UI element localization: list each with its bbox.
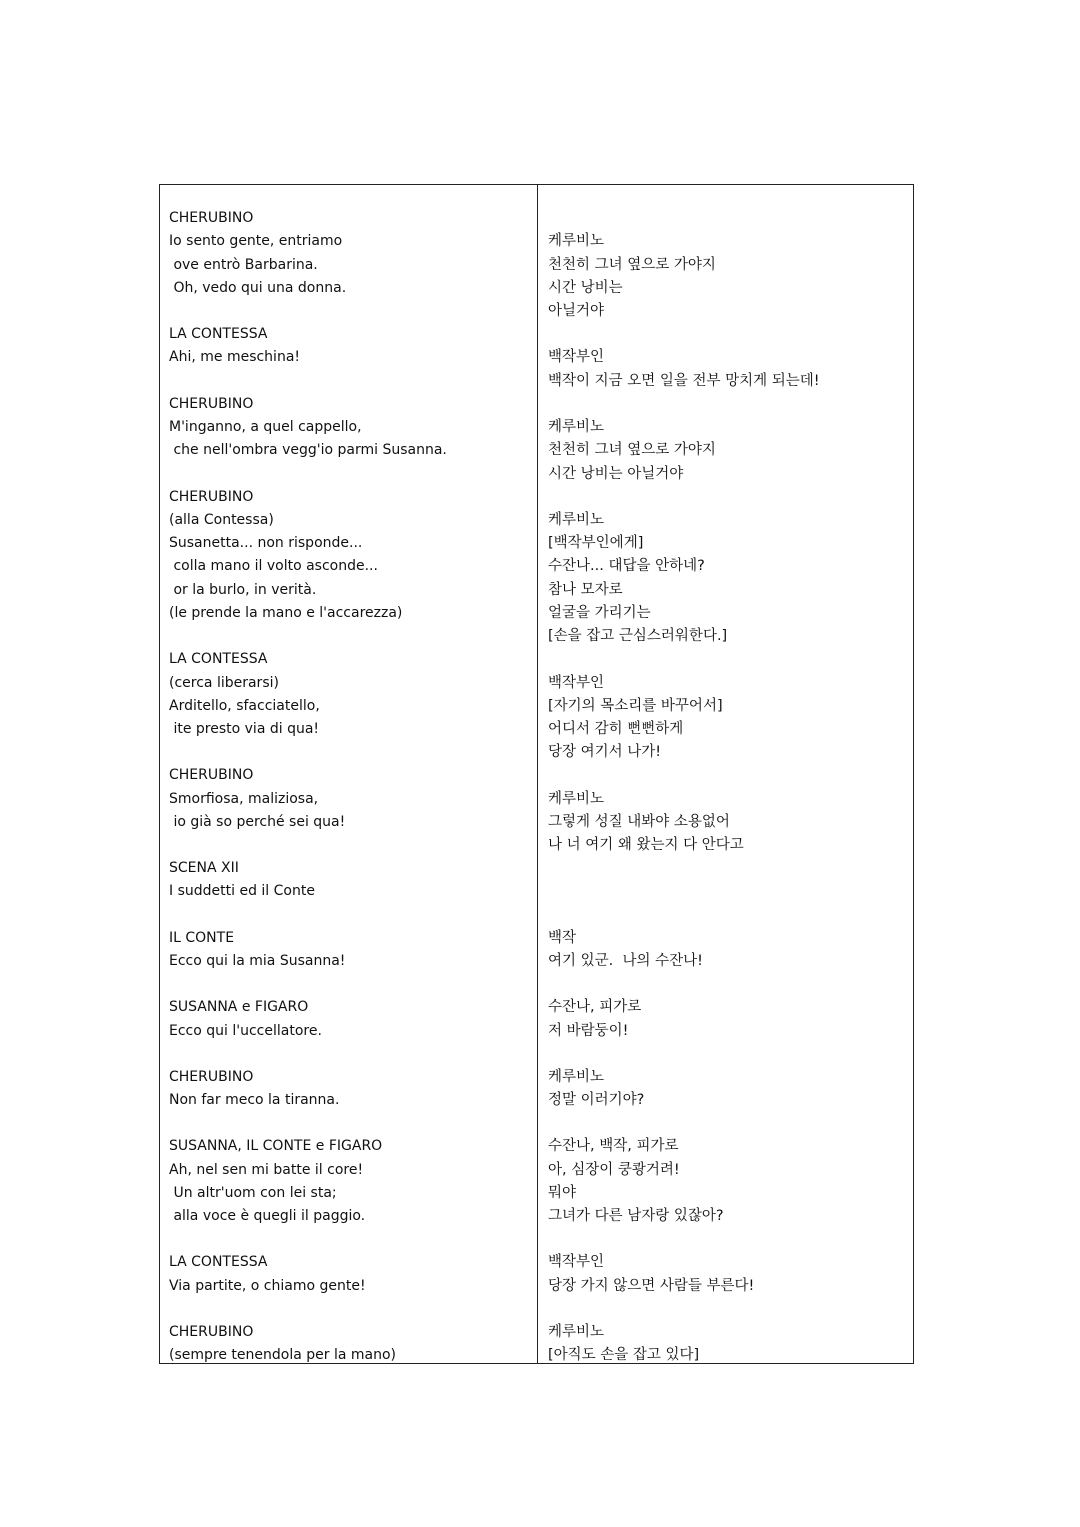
italian-line: alla voce è quegli il paggio. bbox=[169, 1208, 366, 1224]
korean-line: 여기 있군. 나의 수잔나! bbox=[548, 953, 703, 969]
italian-line: (sempre tenendola per la mano) bbox=[169, 1347, 396, 1363]
italian-line: SCENA XII bbox=[169, 860, 239, 876]
korean-line: 백작부인 bbox=[548, 1254, 605, 1270]
italian-line: CHERUBINO bbox=[169, 1324, 254, 1340]
italian-line: Via partite, o chiamo gente! bbox=[169, 1278, 366, 1294]
korean-line: 시간 낭비는 아닐거야 bbox=[548, 466, 684, 482]
italian-line: M'inganno, a quel cappello, bbox=[169, 419, 362, 435]
korean-line: 그녀가 다른 남자랑 있잖아? bbox=[548, 1208, 724, 1224]
korean-line: 천천히 그녀 옆으로 가야지 bbox=[548, 257, 716, 273]
italian-line: Arditello, sfacciatello, bbox=[169, 698, 320, 714]
italian-line: Ah, nel sen mi batte il core! bbox=[169, 1162, 364, 1178]
korean-line: [손을 잡고 근심스러워한다.] bbox=[548, 628, 728, 644]
korean-line: 천천히 그녀 옆으로 가야지 bbox=[548, 442, 716, 458]
italian-line: or la burlo, in verità. bbox=[169, 582, 317, 598]
italian-line: LA CONTESSA bbox=[169, 326, 268, 342]
italian-line: ite presto via di qua! bbox=[169, 721, 320, 737]
italian-line: LA CONTESSA bbox=[169, 651, 268, 667]
italian-line: IL CONTE bbox=[169, 930, 235, 946]
korean-line: 나 너 여기 왜 왔는지 다 안다고 bbox=[548, 837, 744, 853]
italian-line: LA CONTESSA bbox=[169, 1254, 268, 1270]
italian-line: CHERUBINO bbox=[169, 396, 254, 412]
italian-line: ove entrò Barbarina. bbox=[169, 257, 318, 273]
italian-line: Un altr'uom con lei sta; bbox=[169, 1185, 337, 1201]
korean-line: 백작 bbox=[548, 930, 577, 946]
italian-line: CHERUBINO bbox=[169, 767, 254, 783]
italian-line: CHERUBINO bbox=[169, 210, 254, 226]
korean-line: 케루비노 bbox=[548, 512, 605, 528]
korean-line: 백작부인 bbox=[548, 349, 605, 365]
korean-line: 당장 가지 않으면 사람들 부른다! bbox=[548, 1278, 755, 1294]
italian-line: che nell'ombra vegg'io parmi Susanna. bbox=[169, 442, 447, 458]
italian-line: SUSANNA e FIGARO bbox=[169, 999, 309, 1015]
korean-line: 케루비노 bbox=[548, 419, 605, 435]
korean-line: 정말 이러기야? bbox=[548, 1092, 645, 1108]
korean-line: 백작이 지금 오면 일을 전부 망치게 되는데! bbox=[548, 373, 820, 389]
italian-line: (cerca liberarsi) bbox=[169, 675, 279, 691]
italian-line: Susanetta... non risponde... bbox=[169, 535, 363, 551]
korean-line: 아, 심장이 쿵쾅거려! bbox=[548, 1162, 680, 1178]
italian-line: Io sento gente, entriamo bbox=[169, 233, 343, 249]
korean-line: 참나 모자로 bbox=[548, 582, 623, 598]
italian-line: SUSANNA, IL CONTE e FIGARO bbox=[169, 1138, 383, 1154]
korean-line: 수잔나, 피가로 bbox=[548, 999, 642, 1015]
italian-line: colla mano il volto asconde... bbox=[169, 558, 378, 574]
korean-line: 케루비노 bbox=[548, 233, 605, 249]
korean-line: 케루비노 bbox=[548, 1069, 605, 1085]
korean-line: 케루비노 bbox=[548, 1324, 605, 1340]
italian-line: I suddetti ed il Conte bbox=[169, 883, 315, 899]
italian-line: CHERUBINO bbox=[169, 1069, 254, 1085]
italian-line: io già so perché sei qua! bbox=[169, 814, 346, 830]
korean-line: 케루비노 bbox=[548, 791, 605, 807]
italian-line: Ecco qui la mia Susanna! bbox=[169, 953, 346, 969]
korean-line: 뭐야 bbox=[548, 1185, 577, 1201]
korean-line: 그렇게 성질 내봐야 소용없어 bbox=[548, 814, 730, 830]
korean-line: 어디서 감히 뻔뻔하게 bbox=[548, 721, 684, 737]
italian-line: (alla Contessa) bbox=[169, 512, 274, 528]
korean-line: 당장 여기서 나가! bbox=[548, 744, 662, 760]
korean-line: 수잔나, 백작, 피가로 bbox=[548, 1138, 679, 1154]
italian-line: Oh, vedo qui una donna. bbox=[169, 280, 347, 296]
korean-line: [자기의 목소리를 바꾸어서] bbox=[548, 698, 723, 714]
italian-line: CHERUBINO bbox=[169, 489, 254, 505]
korean-line: [아직도 손을 잡고 있다] bbox=[548, 1347, 700, 1363]
column-divider bbox=[537, 185, 538, 1363]
italian-line: (le prende la mano e l'accarezza) bbox=[169, 605, 403, 621]
italian-line: Non far meco la tiranna. bbox=[169, 1092, 340, 1108]
korean-line: 백작부인 bbox=[548, 675, 605, 691]
italian-line: Smorfiosa, maliziosa, bbox=[169, 791, 319, 807]
korean-line: 저 바람둥이! bbox=[548, 1023, 629, 1039]
korean-line: 수잔나... 대답을 안하네? bbox=[548, 558, 705, 574]
korean-line: 아닐거야 bbox=[548, 303, 605, 319]
korean-line: 시간 낭비는 bbox=[548, 280, 623, 296]
libretto-table bbox=[159, 184, 914, 1364]
italian-line: Ecco qui l'uccellatore. bbox=[169, 1023, 322, 1039]
korean-line: 얼굴을 가리기는 bbox=[548, 605, 651, 621]
italian-line: Ahi, me meschina! bbox=[169, 349, 301, 365]
korean-line: [백작부인에게] bbox=[548, 535, 644, 551]
